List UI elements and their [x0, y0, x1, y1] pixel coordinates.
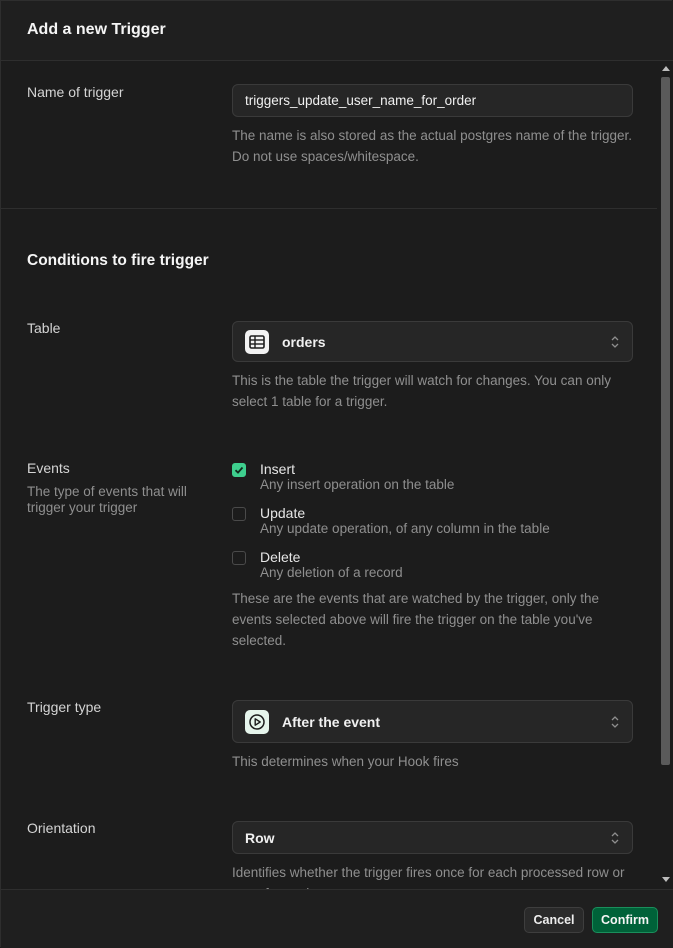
trigger-type-label: Trigger type [27, 699, 102, 715]
trigger-type-select[interactable] [232, 700, 633, 743]
update-desc: Any update operation, of any column in the table [260, 521, 550, 536]
events-help: These are the events that are watched by the trigger, only the events selected above will fire the trigger on the table you've selected. [232, 591, 599, 648]
scroll-down-arrow-icon[interactable] [662, 877, 670, 882]
scroll-up-arrow-icon[interactable] [662, 66, 670, 71]
scrollbar[interactable] [658, 61, 673, 889]
orientation-label: Orientation [27, 820, 96, 836]
section-divider [1, 208, 657, 209]
chevron-updown-icon [610, 829, 620, 847]
table-select[interactable] [232, 321, 633, 362]
cancel-button[interactable]: Cancel [524, 907, 584, 933]
trigger-type-value: After the event [282, 713, 381, 730]
delete-title: Delete [260, 549, 301, 565]
dialog-title: Add a new Trigger [27, 21, 166, 38]
name-label: Name of trigger [27, 84, 124, 100]
table-label: Table [27, 320, 61, 336]
insert-desc: Any insert operation on the table [260, 477, 455, 492]
chevron-updown-icon [610, 333, 620, 351]
chevron-updown-icon [610, 713, 620, 731]
scroll-thumb[interactable] [661, 77, 670, 765]
table-select-value: orders [282, 333, 326, 350]
dialog-body[interactable] [1, 61, 657, 889]
trigger-name-input[interactable]: triggers_update_user_name_for_order [232, 84, 633, 117]
orientation-select[interactable] [232, 821, 633, 854]
confirm-button[interactable]: Confirm [592, 907, 658, 933]
event-option-delete[interactable] [232, 549, 652, 583]
trigger-type-help: This determines when your Hook fires [232, 754, 459, 769]
orientation-value: Row [245, 829, 275, 846]
orientation-help: Identifies whether the trigger fires once for each processed row or [232, 865, 625, 880]
name-help: The name is also stored as the actual postgres name of the trigger. Do not use spaces/whitespace. [232, 128, 632, 164]
delete-checkbox[interactable] [232, 551, 246, 565]
dialog-footer [1, 889, 673, 948]
update-checkbox[interactable] [232, 507, 246, 521]
conditions-title: Conditions to fire trigger [27, 252, 209, 269]
event-option-update[interactable] [232, 505, 652, 539]
table-help: This is the table the trigger will watch for changes. You can only select 1 table for a trigger. [232, 373, 611, 409]
dialog-header [1, 1, 673, 61]
play-circle-icon [245, 710, 269, 734]
insert-checkbox[interactable] [232, 463, 246, 477]
update-title: Update [260, 505, 306, 521]
event-option-insert[interactable] [232, 461, 652, 495]
delete-desc: Any deletion of a record [260, 565, 403, 580]
events-label: Events [27, 460, 70, 476]
insert-title: Insert [260, 461, 296, 477]
events-sublabel: The type of events that will trigger your trigger [27, 484, 187, 515]
table-icon [245, 330, 269, 354]
